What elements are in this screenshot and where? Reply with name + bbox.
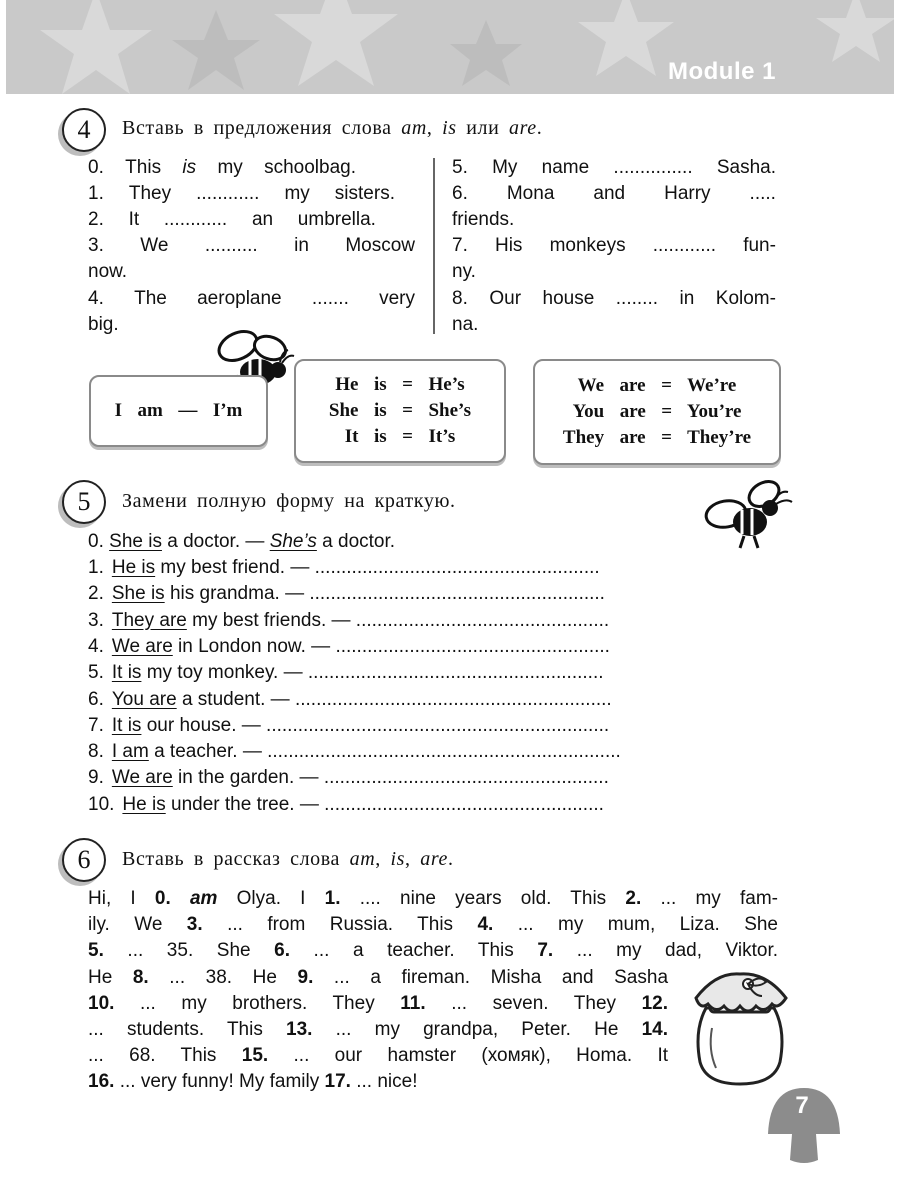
rule-line: He is = He’s — [335, 374, 465, 395]
word: ..... — [749, 183, 776, 204]
word: Moscow — [345, 235, 415, 256]
word-are: are — [509, 117, 537, 139]
word: ............ — [652, 235, 717, 256]
item-number: 4. — [88, 635, 104, 657]
story-text: Olya. I — [217, 888, 325, 909]
story-line-text — [88, 912, 778, 938]
full-form: She is — [111, 583, 165, 605]
word: It — [128, 209, 140, 230]
word: 3. — [88, 235, 104, 256]
word: They — [128, 183, 172, 204]
separator: или — [456, 117, 510, 139]
short-form: She’s — [269, 531, 317, 552]
word: my — [284, 183, 310, 204]
honey-jar-icon — [686, 970, 794, 1090]
story-text: ... students. This — [88, 1019, 287, 1040]
story-line — [88, 965, 668, 991]
answer-blank: ........................................................ — [307, 662, 604, 684]
story-text: ... my fam- — [641, 888, 779, 909]
ex5-item — [88, 583, 605, 605]
word: Our — [489, 288, 522, 309]
item-number: 2. — [88, 583, 104, 605]
ex4-line — [88, 314, 119, 336]
title-text: Вставь в рассказ слова — [122, 848, 350, 870]
ex5-item — [88, 636, 610, 658]
story-text: He — [88, 966, 133, 988]
story-text: ... my brothers. They — [114, 992, 401, 1014]
ex5-item — [88, 741, 621, 763]
full-form: He is — [122, 793, 166, 815]
word-am: am — [349, 848, 376, 870]
ex5-item — [88, 767, 609, 789]
answer-blank: ..................................................... — [324, 793, 604, 815]
ex5-item — [88, 689, 612, 711]
word: friends. — [452, 209, 515, 230]
story-line — [88, 912, 778, 938]
answer-blank: ...................................................... — [323, 767, 609, 789]
word: very — [379, 288, 415, 309]
full-form: I am — [111, 741, 149, 763]
gap-number: 2. — [625, 888, 642, 909]
gap-number: 1. — [324, 888, 341, 909]
word: name — [541, 157, 590, 178]
word: is — [182, 157, 197, 178]
story-text: ... our hamster (хомяк), Homa. It — [268, 1045, 668, 1067]
bee-icon — [700, 474, 798, 554]
gap-number: 12. — [641, 992, 669, 1014]
gap-number: 9. — [297, 966, 314, 988]
rule-line: It is = It’s — [344, 426, 456, 447]
story-text — [171, 888, 190, 909]
story-text: ... my grandpa, Peter. He — [312, 1019, 642, 1040]
word: umbrella. — [297, 209, 376, 230]
ex4-line — [88, 235, 415, 257]
answer-blank: ................................................ — [355, 609, 610, 631]
word-is: is — [390, 848, 406, 870]
full-form: It is — [111, 714, 142, 736]
item-number: 3. — [88, 609, 104, 631]
exercise-number-5: 5 — [62, 480, 106, 524]
gap-number: 3. — [186, 914, 203, 936]
word: house — [542, 288, 595, 309]
story-text: ... from Russia. This — [202, 914, 478, 936]
word: an — [251, 209, 274, 230]
story-line-text — [88, 886, 778, 912]
gap-number: 16. — [88, 1071, 115, 1093]
word: ............... — [613, 157, 693, 178]
story-line-text — [88, 991, 668, 1017]
answer-blank: ...................................................... — [314, 557, 600, 578]
ex5-item — [88, 794, 604, 816]
sentence-text: a doctor. — — [161, 531, 270, 552]
gap-number: 4. — [477, 914, 494, 936]
story-line — [88, 1069, 668, 1095]
gap-number: 11. — [400, 992, 426, 1014]
ex4-line — [452, 288, 776, 310]
story-text: Hi, I — [88, 888, 155, 909]
module-title: Module 1 — [667, 58, 776, 85]
word: na. — [452, 314, 479, 335]
gap-number: 7. — [537, 940, 554, 962]
sentence-text: a teacher. — — [148, 741, 268, 763]
word: 5. — [452, 157, 468, 178]
word: The — [134, 288, 167, 309]
item-number: 7. — [88, 714, 104, 736]
page-header — [6, 0, 894, 94]
ex4-line — [88, 209, 376, 231]
sentence-text: my toy monkey. — — [141, 662, 308, 684]
ex4-line — [452, 209, 514, 231]
separator: , — [405, 848, 421, 870]
item-number: 9. — [88, 767, 104, 789]
word: fun- — [743, 235, 776, 256]
separator: , — [375, 848, 391, 870]
story-line-text — [88, 1069, 417, 1095]
word-are: are — [420, 848, 448, 870]
word: 6. — [452, 183, 468, 204]
sentence-end: a doctor. — [316, 531, 396, 552]
ex5-item — [88, 715, 609, 737]
rule-line: She is = She’s — [328, 400, 472, 421]
story-line — [88, 991, 668, 1017]
ex4-line — [452, 157, 776, 179]
story-line-text — [88, 1017, 668, 1043]
exercise-number-6: 6 — [62, 838, 106, 882]
full-form: It is — [111, 662, 142, 684]
word: ............ — [163, 209, 228, 230]
gap-number: 15. — [241, 1045, 269, 1067]
answer-blank: .................................................... — [335, 635, 610, 657]
word: Kolom- — [715, 288, 776, 309]
gap-number: 0. — [154, 888, 171, 909]
ex4-line — [88, 183, 395, 205]
story-text: ... nice! — [350, 1071, 418, 1093]
word: We — [140, 235, 169, 256]
rule-line: I am — I’m — [114, 400, 243, 421]
word: Harry — [664, 183, 711, 204]
separator: , — [426, 117, 443, 139]
word: 8. — [452, 288, 468, 309]
word: in — [294, 235, 309, 256]
full-form: We are — [111, 635, 173, 657]
item-number: 0. — [88, 531, 104, 552]
ex4-line — [452, 261, 476, 283]
rule-line: We are = We’re — [577, 375, 737, 396]
exercise-5-title: Замени полную форму на краткую. — [122, 490, 456, 512]
full-form: He is — [111, 557, 156, 578]
word: Mona — [506, 183, 555, 204]
story-line-text — [88, 1043, 668, 1069]
sentence-text: my best friends. — — [186, 609, 356, 631]
word: and — [593, 183, 626, 204]
gap-number: 5. — [88, 940, 104, 962]
full-form: She is — [109, 531, 162, 552]
item-number: 10. — [88, 793, 115, 815]
word: 4. — [88, 288, 104, 309]
full-form: We are — [111, 767, 173, 789]
sentence-text: my best friend. — — [155, 557, 315, 578]
word-am: am — [401, 117, 427, 139]
item-number: 1. — [88, 557, 104, 578]
word: .......... — [204, 235, 258, 256]
word: now. — [88, 261, 128, 282]
item-number: 6. — [88, 688, 104, 710]
story-text: ... 35. She — [103, 940, 275, 962]
ex4-line — [452, 235, 776, 257]
rule-box-is — [294, 359, 506, 463]
full-form: You are — [111, 688, 177, 710]
story-text: ... my dad, Viktor. — [553, 940, 779, 962]
word: aeroplane — [197, 288, 282, 309]
gap-number: 14. — [641, 1019, 668, 1040]
ex5-example — [88, 531, 395, 553]
gap-number: 8. — [132, 966, 149, 988]
story-text: ily. We — [88, 914, 187, 936]
word: 2. — [88, 209, 104, 230]
sentence-text: under the tree. — — [165, 793, 325, 815]
rule-box-i-am — [89, 375, 268, 447]
story-line — [88, 938, 778, 964]
word-is: is — [442, 117, 457, 139]
example-answer: am — [189, 888, 218, 909]
story-line-text — [88, 965, 668, 991]
ex5-item — [88, 610, 609, 632]
word: His — [494, 235, 523, 256]
word: ............ — [196, 183, 260, 204]
word: sisters. — [334, 183, 395, 204]
story-text: ... 68. This — [88, 1045, 242, 1067]
ex5-item — [88, 557, 600, 579]
answer-blank: ................................................................... — [267, 741, 621, 763]
word: in — [679, 288, 695, 309]
page-number: 7 — [795, 1092, 809, 1119]
exercise-6-title — [122, 848, 454, 871]
gap-number: 6. — [274, 940, 290, 962]
title-text: Вставь в предложения слова — [122, 117, 402, 139]
story-text: ... a fireman. Misha and Sasha — [313, 966, 669, 988]
word: ....... — [311, 288, 349, 309]
sentence-text: in the garden. — — [172, 767, 324, 789]
ex4-line — [452, 314, 478, 336]
story-text: ... very funny! My family — [114, 1071, 325, 1093]
ex4-line — [88, 288, 415, 310]
ex4-line — [452, 183, 776, 205]
word: monkeys — [549, 235, 626, 256]
story-text: ... 38. He — [148, 966, 298, 988]
exercise-number-4: 4 — [62, 108, 106, 152]
word: 0. — [88, 157, 104, 178]
sentence-text: our house. — — [141, 714, 267, 736]
answer-blank: ............................................................ — [294, 688, 612, 710]
word: 7. — [452, 235, 468, 256]
story-text: ... seven. They — [425, 992, 642, 1014]
word: ........ — [615, 288, 659, 309]
answer-blank: ........................................................ — [309, 583, 605, 605]
story-line — [88, 1043, 668, 1069]
word: My — [492, 157, 518, 178]
gap-number: 10. — [88, 992, 115, 1014]
sentence-text: in London now. — — [172, 635, 336, 657]
exercise-4-title — [122, 117, 542, 140]
item-number: 5. — [88, 662, 104, 684]
word: Sasha. — [716, 157, 776, 178]
title-end: . — [447, 848, 454, 870]
rule-line: You are = You’re — [572, 401, 742, 422]
story-text: .... nine years old. This — [340, 888, 626, 909]
word: ny. — [452, 261, 476, 282]
word: big. — [88, 314, 119, 335]
sentence-text: a student. — — [176, 688, 295, 710]
rule-line: They are = They’re — [562, 427, 752, 448]
story-line — [88, 1017, 668, 1043]
ex4-line — [88, 157, 356, 179]
story-text: ... a teacher. This — [290, 940, 538, 962]
answer-blank: ................................................................. — [266, 714, 610, 736]
gap-number: 17. — [324, 1071, 351, 1093]
sentence-text: his grandma. — — [164, 583, 310, 605]
ex5-item — [88, 662, 604, 684]
story-line-text — [88, 938, 778, 964]
gap-number: 13. — [286, 1019, 313, 1040]
title-end: . — [536, 117, 543, 139]
story-text: ... my mum, Liza. She — [493, 914, 778, 936]
word: my — [217, 157, 243, 178]
ex4-line — [88, 261, 127, 283]
word: schoolbag. — [264, 157, 356, 178]
word: This — [125, 157, 162, 178]
full-form: They are — [111, 609, 187, 631]
column-divider — [433, 158, 435, 334]
rule-box-are — [533, 359, 781, 465]
story-line — [88, 886, 778, 912]
item-number: 8. — [88, 741, 104, 763]
word: 1. — [88, 183, 104, 204]
